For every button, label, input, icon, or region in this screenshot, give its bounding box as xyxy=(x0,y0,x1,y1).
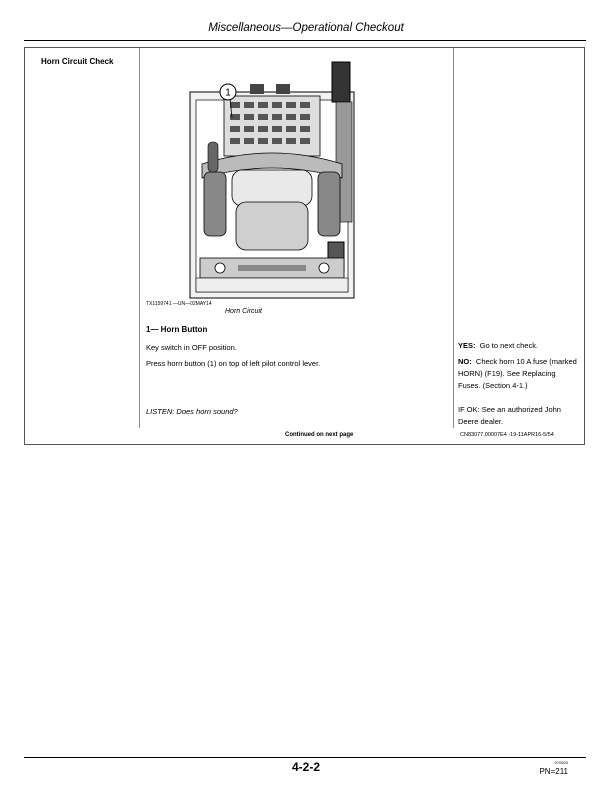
result-if-ok: IF OK: See an authorized John Deere dealer. xyxy=(458,405,561,426)
continued-note: Continued on next page xyxy=(285,432,354,438)
step-text: Key switch in OFF position. xyxy=(146,343,237,352)
callout-number: 1 xyxy=(225,87,231,99)
result-no-label: NO: xyxy=(458,357,472,366)
result-no-text: Check horn 10 A fuse (marked HORN) (F19). See Replacing Fuses. (Section 4-1.) xyxy=(458,357,577,390)
step-text: LISTEN: Does horn sound? xyxy=(146,407,238,416)
footer-small-code: 070520 xyxy=(554,760,568,765)
result-yes-label: YES: xyxy=(458,341,476,350)
step-text: Press horn button (1) on top of left pilot control lever. xyxy=(146,359,321,368)
result-yes-text: Go to next check. xyxy=(479,341,539,350)
figure-id: TX1159741 —UN—02MAY14 xyxy=(146,301,212,307)
document-code: CN83077,00007E4 -19-11APR16-5/54 xyxy=(460,432,554,438)
footer-rule xyxy=(24,757,586,758)
page-header-title: Miscellaneous—Operational Checkout xyxy=(208,22,404,34)
section-box xyxy=(24,47,585,445)
section-title: Horn Circuit Check xyxy=(41,57,114,66)
page-pn: PN=211 xyxy=(539,767,568,776)
horn-circuit-illustration xyxy=(186,52,358,301)
result-yes xyxy=(458,340,580,352)
page-number: 4-2-2 xyxy=(291,760,320,774)
figure-caption: Horn Circuit xyxy=(225,308,262,315)
column-divider-left xyxy=(139,48,140,428)
column-divider-right xyxy=(453,48,454,428)
result-no xyxy=(458,356,580,392)
legend-item: 1— Horn Button xyxy=(146,325,208,334)
header-rule xyxy=(24,40,586,41)
